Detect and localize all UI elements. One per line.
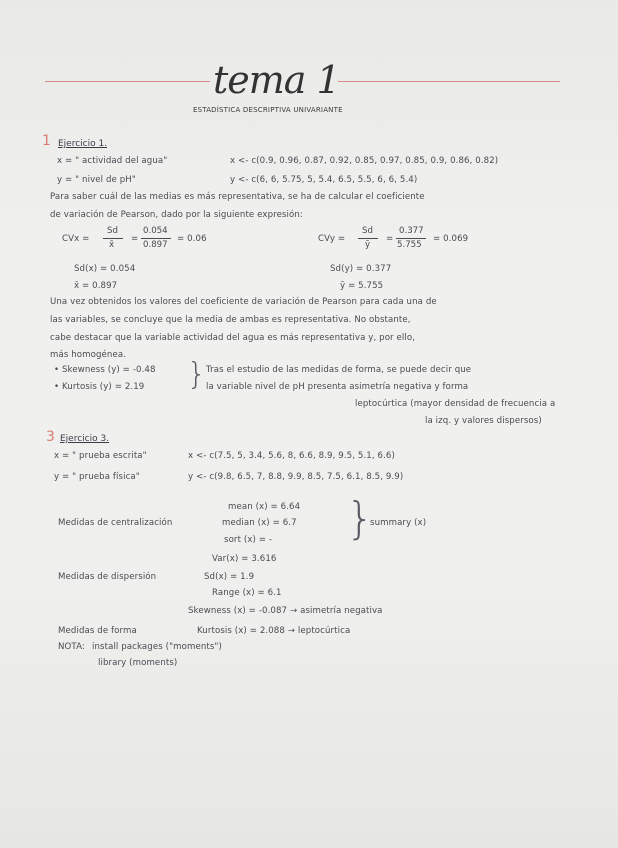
exercise-1-number: 1 xyxy=(42,133,51,149)
cvy-bar1 xyxy=(358,238,378,239)
central-measures-label: Medidas de centralización xyxy=(58,518,173,528)
note-line-1: install packages ("moments") xyxy=(92,642,222,652)
cvx-bar2 xyxy=(141,238,171,239)
x-definition: x = " actividad del agua" xyxy=(57,156,168,166)
cvy-num2: 0.377 xyxy=(399,226,424,236)
sd-x: Sd(x) = 0.054 xyxy=(74,264,136,274)
dispersion-measures-label: Medidas de dispersión xyxy=(58,572,157,582)
skewness-y: • Skewness (y) = -0.48 xyxy=(54,365,156,375)
conclusion-line-1: Tras el estudio de las medidas de forma, se puede decir que xyxy=(206,365,472,375)
cvy-den2: 5.755 xyxy=(397,240,422,250)
paragraph-line-2: de variación de Pearson, dado por la siguiente expresión: xyxy=(50,210,303,220)
var-x3: Var(x) = 3.616 xyxy=(212,554,277,564)
cvy-fraction-values xyxy=(396,226,432,252)
conclusion-line-4: la izq. y valores dispersos) xyxy=(425,416,542,426)
cvx-num1: Sd xyxy=(107,226,118,236)
range-x3: Range (x) = 6.1 xyxy=(212,588,282,598)
conclusion-line-3: leptocúrtica (mayor densidad de frecuencia a xyxy=(355,399,556,409)
y-definition: y = " nivel de pH" xyxy=(57,175,136,185)
sort-x3: sort (x) = - xyxy=(224,535,273,545)
kurtosis-x3: Kurtosis (x) = 2.088 → leptocúrtica xyxy=(197,626,351,636)
page-title: tema 1 xyxy=(213,58,340,102)
note-label: NOTA: xyxy=(58,642,85,652)
cvy-num1: Sd xyxy=(362,226,373,236)
exercise-3-heading: Ejercicio 3. xyxy=(60,434,110,444)
mean-x: x̄ = 0.897 xyxy=(74,281,118,291)
paragraph-line-3: Una vez obtenidos los valores del coeficiente de variación de Pearson para cada una de xyxy=(50,297,437,307)
shape-measures-label: Medidas de forma xyxy=(58,626,137,636)
cvy-bar2 xyxy=(396,238,426,239)
cvy-label: CVy = xyxy=(318,234,346,244)
shape-brace: } xyxy=(187,357,207,392)
paragraph-line-6: más homogénea. xyxy=(50,350,127,360)
cvx-fraction-values xyxy=(141,226,177,252)
page-subtitle: ESTADÍSTICA DESCRIPTIVA UNIVARIANTE xyxy=(193,106,343,114)
x3-definition: x = " prueba escrita" xyxy=(54,451,147,461)
y3-vector: y <- c(9.8, 6.5, 7, 8.8, 9.9, 8.5, 7.5, 6.1, 8.5, 9.9) xyxy=(188,472,404,482)
cvx-eq1: = xyxy=(131,234,139,244)
cvy-fraction-symbolic xyxy=(358,226,384,252)
central-brace: } xyxy=(346,493,374,544)
cvx-result: = 0.06 xyxy=(177,234,207,244)
cvy-result: = 0.069 xyxy=(433,234,469,244)
paragraph-line-5: cabe destacar que la variable actividad del agua es más representativa y, por ello, xyxy=(50,333,416,343)
cvx-fraction-symbolic xyxy=(103,226,129,252)
note-line-2: library (moments) xyxy=(98,658,178,668)
conclusion-line-2: la variable nivel de pH presenta asimetría negativa y forma xyxy=(206,382,469,392)
cvy-den1: ȳ xyxy=(365,240,371,250)
y3-definition: y = " prueba física" xyxy=(54,472,140,482)
exercise-1-heading: Ejercicio 1. xyxy=(58,139,108,149)
title-rule-left xyxy=(45,81,210,82)
cvx-den2: 0.897 xyxy=(143,240,168,250)
skewness-x3: Skewness (x) = -0.087 → asimetría negativa xyxy=(188,606,383,616)
cvy-eq1: = xyxy=(386,234,394,244)
x3-vector: x <- c(7.5, 5, 3.4, 5.6, 8, 6.6, 8.9, 9.5, 5.1, 6.6) xyxy=(188,451,395,461)
y-vector: y <- c(6, 6, 5.75, 5, 5.4, 6.5, 5.5, 6, 6, 5.4) xyxy=(230,175,418,185)
cvx-num2: 0.054 xyxy=(143,226,168,236)
title-rule-right xyxy=(338,81,560,82)
mean-x3: mean (x) = 6.64 xyxy=(228,502,301,512)
exercise-3-number: 3 xyxy=(46,429,55,445)
median-x3: median (x) = 6.7 xyxy=(222,518,297,528)
kurtosis-y: • Kurtosis (y) = 2.19 xyxy=(54,382,145,392)
sd-y: Sd(y) = 0.377 xyxy=(330,264,392,274)
paragraph-line-1: Para saber cuál de las medias es más representativa, se ha de calcular el coeficiente xyxy=(50,192,425,202)
summary-x3: summary (x) xyxy=(370,518,427,528)
paragraph-line-4: las variables, se concluye que la media de ambas es representativa. No obstante, xyxy=(50,315,411,325)
sd-x3: Sd(x) = 1.9 xyxy=(204,572,255,582)
cvx-bar1 xyxy=(103,238,123,239)
cvx-den1: x̄ xyxy=(109,240,115,250)
cvx-label: CVx = xyxy=(62,234,90,244)
mean-y: ȳ = 5.755 xyxy=(340,281,384,291)
x-vector: x <- c(0.9, 0.96, 0.87, 0.92, 0.85, 0.97, 0.85, 0.9, 0.86, 0.82) xyxy=(230,156,499,166)
